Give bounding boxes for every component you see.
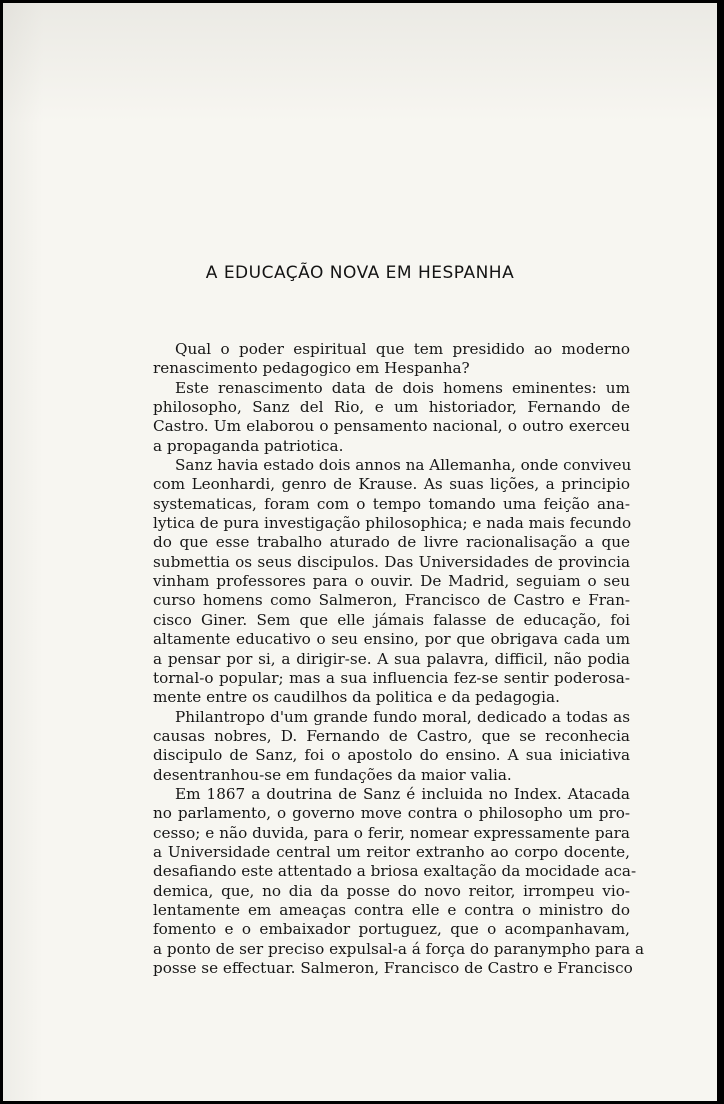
text-line: lentamente em ameaças contra elle e contra o ministro do [153,900,630,919]
text-line: do que esse trabalho aturado de livre racionalisação a que [153,533,630,552]
text-line: com Leonhardi, genro de Krause. As suas lições, a principio [153,475,630,494]
text-line: Qual o poder espiritual que tem presidido ao moderno [175,340,630,358]
text-line: Em 1867 a doutrina de Sanz é incluida no Index. Atacada [175,784,630,803]
text-line: lytica de pura investigação philosophica; e nada mais fecundo [153,514,632,533]
text-line: causas nobres, D. Fernando de Castro, que se reconhecia [153,726,630,745]
text-line: Castro. Um elaborou o pensamento nacional, o outro exerceu [153,417,630,436]
text-line: a propaganda patriotica. [153,436,344,455]
text-line: a Universidade central um reitor extranho ao corpo docente, [153,842,630,861]
text-line: altamente educativo o seu ensino, por que obrigava cada um [153,630,630,649]
text-line: curso homens como Salmeron, Francisco de Castro e Fran- [153,591,630,610]
text-line: fomento e o embaixador portuguez, que o acompanhavam, [153,920,630,939]
text-line: systematicas, foram com o tempo tomando uma feição ana- [153,494,630,513]
text-line: posse se effectuar. Salmeron, Francisco de Castro e Francisco [153,959,633,977]
text-line: desentranhou-se em fundações da maior valia. [153,765,512,784]
text-line: mente entre os caudilhos da politica e da pedagogia. [153,688,560,707]
text-line: demica, que, no dia da posse do novo reitor, irrompeu vio- [153,881,630,900]
text-line: a ponto de ser preciso expulsal-a á força do paranympho para a [153,939,645,958]
text-line: tornal-o popular; mas a sua influencia fez-se sentir poderosa- [153,668,630,687]
text-line: Sanz havia estado dois annos na Allemanha, onde conviveu [175,456,632,475]
text-line: cesso; e não duvida, para o ferir, nomear expressamente para [153,823,630,842]
body-text [153,340,645,978]
text-line: a pensar por si, a dirigir-se. A sua palavra, difficil, não podia [153,649,630,668]
text-line: philosopho, Sanz del Rio, e um historiador, Fernando de [153,398,630,417]
text-line: cisco Giner. Sem que elle jámais falasse de educação, foi [153,610,630,629]
scanned-page [3,3,717,1101]
text-line: Philantropo d'um grande fundo moral, dedicado a todas as [175,707,630,726]
text-line: no parlamento, o governo move contra o philosopho um pro- [153,804,630,823]
chapter-title: A EDUCAÇÃO NOVA EM HESPANHA [205,263,515,283]
text-line: discipulo de Sanz, foi o apostolo do ensino. A sua iniciativa [153,746,630,765]
text-line: renascimento pedagogico em Hespanha? [153,359,470,378]
text-line: vinham professores para o ouvir. De Madrid, seguiam o seu [153,572,630,591]
text-line: desafiando este attentado a briosa exaltação da mocidade aca- [153,862,637,881]
text-line: submettia os seus discipulos. Das Universidades de provincia [153,552,630,571]
text-line: Este renascimento data de dois homens eminentes: um [175,378,630,397]
